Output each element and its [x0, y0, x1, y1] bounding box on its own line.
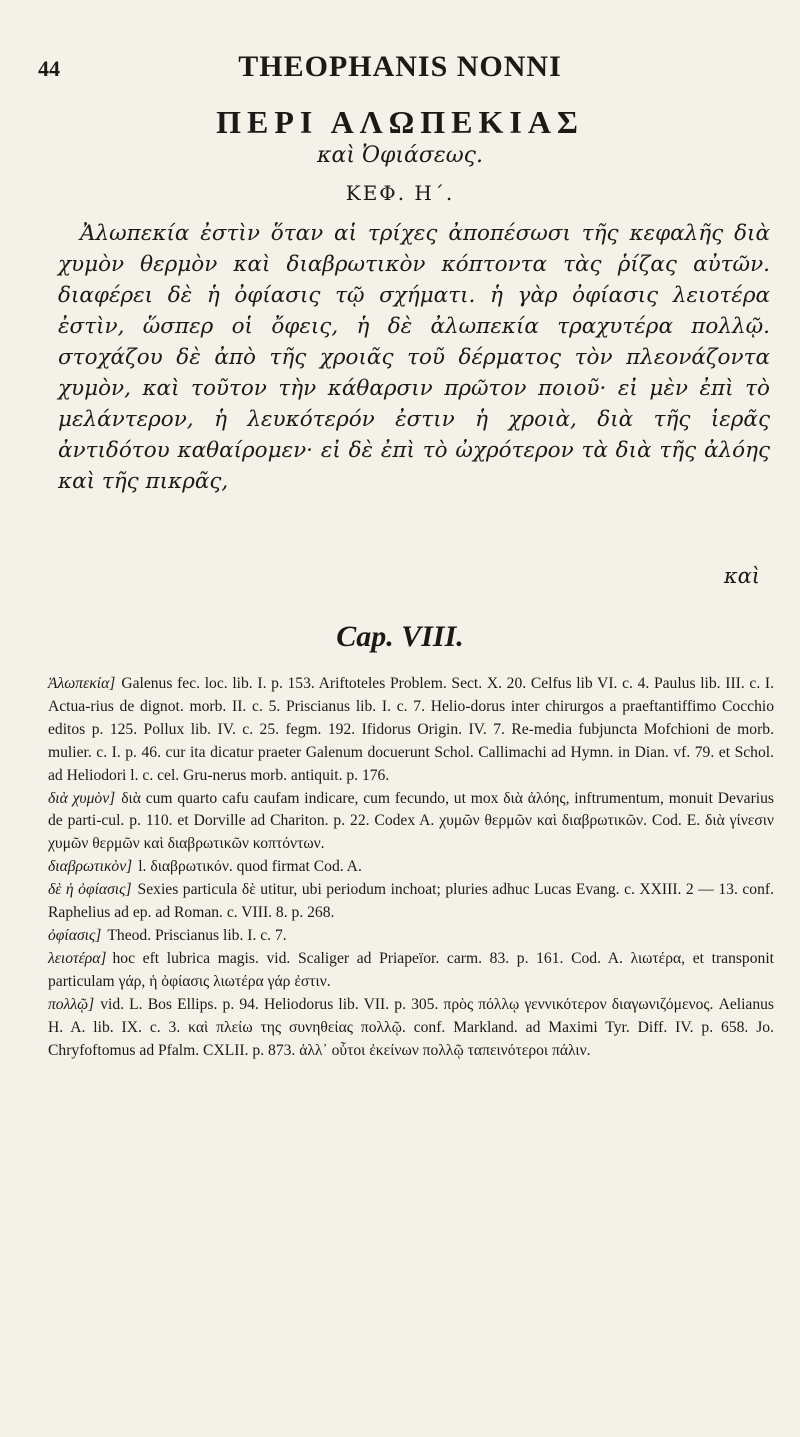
- notes-heading: Cap. VIII.: [336, 620, 464, 653]
- note-lemma: λειοτέρα]: [48, 949, 107, 967]
- note: [48, 925, 774, 948]
- note-text: Sexies particula δὲ utitur, ubi periodum inchoat; pluries adhuc Lucas Evang. c. XXIII. 2 — 13. conf. Raphelius ad ep. ad Roman. c. VIII. 8. p. 268.: [48, 881, 774, 922]
- note: [48, 948, 774, 994]
- note-text: διὰ cum quarto cafu caufam indicare, cum fecundo, ut mox διὰ ἀλόης, inftrumentum, monuit Devarius de parti-cul. p. 110. et Dorville ad Chariton. p. 22. Codex A. χυμῶν θερμῶν καὶ διαβρωτικῶν. Cod. E. διὰ γίνεσιν χυμῶν θερμῶν καὶ διαβρωτικῶν κοπτόντων.: [48, 789, 774, 853]
- running-title: THEOPHANIS NONNI: [238, 50, 562, 83]
- note-lemma: διαβρωτικὸν]: [48, 858, 133, 876]
- commentary-notes: [48, 673, 774, 1062]
- note-text: l. διαβρωτικόν. quod firmat Cod. A.: [138, 858, 362, 876]
- note: [48, 879, 774, 925]
- note-text: vid. L. Bos Ellips. p. 94. Heliodorus lib. VII. p. 305. πρὸς πόλλῳ γεννικότερον διαγωνιζόμενος. Aelianus H. A. lib. IX. c. 3. καὶ πλείω της συνηθείας πολλῷ. conf. Markland. ad Maximi Tyr. Diff. IV. p. 658. Jo. Chryfoftomus ad Pfalm. CXLII. p. 873. ἀλλ᾽ οὗτοι ἐκείνων πολλῷ ταπεινότεροι πάλιν.: [48, 995, 774, 1059]
- catchword: καὶ: [723, 564, 760, 588]
- note-text: Theod. Priscianus lib. I. c. 7.: [107, 926, 287, 944]
- chapter-number: ΚΕΦ. Η΄.: [345, 181, 455, 205]
- greek-main-text: Ἀλωπεκία ἐστὶν ὅταν αἱ τρίχες ἀποπέσωσι τῆς κεφαλῆς διὰ χυμὸν θερμὸν καὶ διαβρωτικὸν κόπτοντα τὰς ῥίζας αὐτῶν. διαφέρει δὲ ἡ ὀφίασις τῷ σχήματι. ἡ γὰρ ὀφίασις λειοτέρα ἐστὶν, ὥσπερ οἱ ὄφεις, ἡ δὲ ἀλωπεκία τραχυτέρα πολλῷ. στοχάζου δὲ ἀπὸ τῆς χροιᾶς τοῦ δέρματος τὸν πλεονάζοντα χυμὸν, καὶ τοῦτον τὴν κάθαρσιν πρῶτον ποιοῦ· εἰ μὲν ἐπὶ τὸ μελάντερον, ἡ λευκότερόν ἐστιν ἡ χροιὰ, διὰ τῆς ἱερᾶς ἀντιδότου καθαίρομεν· εἰ δὲ ἐπὶ τὸ ὠχρότερον τὰ διὰ τῆς ἀλόης καὶ τῆς πικρᾶς,: [58, 221, 770, 494]
- note-lemma: Ἀλωπεκία]: [48, 675, 116, 692]
- note: [48, 788, 774, 857]
- page-number: 44: [38, 56, 60, 81]
- note-lemma: δὲ ἡ ὀφίασις]: [48, 881, 132, 899]
- note: [48, 994, 774, 1063]
- note-lemma: πολλῷ]: [48, 995, 95, 1013]
- note-lemma: ὀφίασις]: [48, 926, 102, 944]
- chapter-subtitle: καὶ Ὀφιάσεως.: [317, 143, 483, 168]
- note: [48, 673, 774, 788]
- note-lemma: διὰ χυμὸν]: [48, 789, 116, 807]
- note: [48, 856, 774, 879]
- note-text: hoc eft lubrica magis. vid. Scaliger ad Priapeїor. carm. 83. p. 161. Cod. A. λιωτέρα, et transponit particulam γάρ, ἡ ὀφίασις λιωτέρα γάρ ἐστιν.: [48, 949, 774, 990]
- chapter-title: ΠΕΡΙ ΑΛΩΠΕΚΙΑΣ: [216, 104, 584, 140]
- note-text: Galenus fec. loc. lib. I. p. 153. Ariftoteles Problem. Sect. X. 20. Celfus lib VI. c. 4. Paulus lib. III. c. I. Actua-rius de dignot. morb. II. c. 5. Priscianus lib. I. c. 7. Helio-dorus inter chirurgos a praeftantiffimo Cocchio editos p. 125. Pollux lib. IV. c. 25. fegm. 192. Ifidorus Origin. IV. 7. Re-media fubjuncta Mofchioni de morb. mulier. c. I. p. 46. cur ita dicatur praeter Galenum docuerunt Schol. Callimachi ad Hymn. in Dian. vf. 79. et Schol. ad Heliodori l. c. cel. Gru-nerus morb. antiquit. p. 176.: [48, 675, 774, 784]
